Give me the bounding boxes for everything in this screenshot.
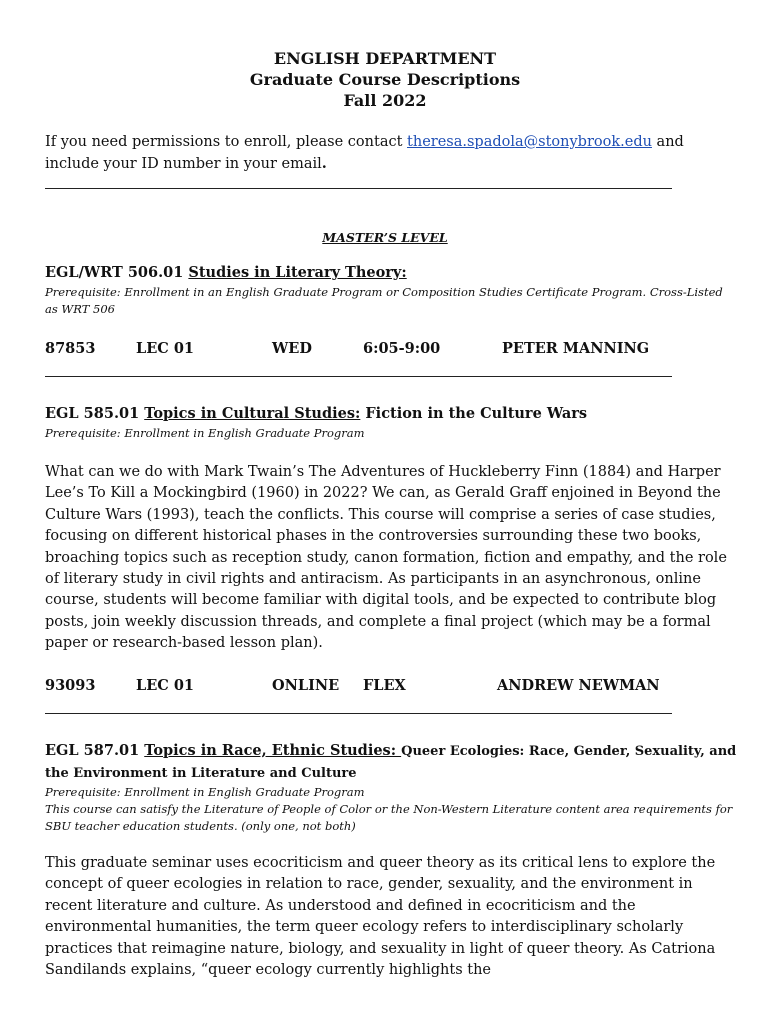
meeting-day: ONLINE — [272, 677, 340, 694]
course-description: This graduate seminar uses ecocriticism and queer theory as its critical lens to explore the concept of queer ecologies in relation to race, gender, sexuality, and the environment in recent literature and culture. As understood and defined in ecocriticism and the environmental humanities, the term queer ecology refers to interdisciplinary scholarly practices that reimagine nature, biology, and sexuality in light of queer theory. As Catriona Sandilands explains, “queer ecology currently highlights the — [45, 855, 716, 979]
course-title — [45, 740, 745, 784]
course-code: EGL 585.01 — [45, 405, 145, 422]
intro-text: If you need permissions to enroll, please contact — [45, 134, 408, 150]
department-name: ENGLISH DEPARTMENT — [273, 49, 497, 68]
term-label: Fall 2022 — [343, 91, 427, 110]
document-title: Graduate Course Descriptions — [249, 70, 521, 89]
section-type: LEC 01 — [136, 677, 195, 694]
course-title — [45, 262, 745, 283]
course-subtitle: Fiction in the Culture Wars — [360, 405, 588, 422]
course-description: What can we do with Mark Twain’s The Adventures of Huckleberry Finn (1884) and Harper Lee’s To Kill a Mockingbird (1960) in 2022? We can, as Gerald Graff enjoined in Beyond the Culture Wars (1993), teach the conflicts. This course will comprise a series of case studies, focusing on different historical phases in the controversies surrounding these two books, broaching topics such as reception study, canon formation, fiction and empathy, and the role of literary study in civil rights and antiracism. As participants in an asynchronous, online course, students will become familiar with digital tools, and be expected to contribute blog posts, join weekly discussion threads, and complete a final project (which may be a formal paper or research-based lesson plan). — [45, 464, 727, 652]
course-title — [45, 403, 745, 424]
course-schedule-row — [45, 677, 745, 699]
intro-text-end: and include your ID number in your email — [45, 134, 684, 172]
divider-line — [45, 188, 672, 189]
section-type: LEC 01 — [136, 340, 195, 357]
instructor-name: ANDREW NEWMAN — [497, 677, 660, 694]
course-prerequisite: Prerequisite: Enrollment in English Graduate Program — [45, 785, 365, 799]
meeting-day: WED — [272, 340, 312, 357]
course-prerequisite: Prerequisite: Enrollment in English Graduate Program — [45, 426, 365, 440]
course-topic: Studies in Literary Theory: — [188, 264, 407, 281]
enrollment-instructions — [45, 131, 735, 175]
class-number: 93093 — [45, 677, 96, 694]
email-link[interactable]: theresa.spadola@stonybrook.edu — [407, 134, 652, 150]
course-code: EGL/WRT 506.01 — [45, 264, 189, 281]
section-heading: MASTER’S LEVEL — [322, 230, 448, 245]
intro-period: . — [321, 155, 327, 172]
course-prerequisite: Prerequisite: Enrollment in an English Graduate Program or Composition Studies Certificate Program. Cross-Listed as WRT 506 — [45, 285, 723, 316]
divider-line — [45, 376, 672, 377]
meeting-time: FLEX — [363, 677, 406, 694]
document-header — [0, 48, 770, 111]
class-number: 87853 — [45, 340, 96, 357]
divider-line — [45, 713, 672, 714]
meeting-time: 6:05-9:00 — [363, 340, 441, 357]
course-topic: Topics in Cultural Studies: — [144, 405, 361, 422]
course-schedule-row — [45, 340, 745, 362]
course-subtitle: Queer Ecologies: Race, Gender, Sexuality, and the Environment in Literature and Culture — [45, 744, 737, 781]
course-topic: Topics in Race, Ethnic Studies: — [144, 742, 402, 759]
course-code: EGL 587.01 — [45, 742, 145, 759]
course-note: This course can satisfy the Literature of People of Color or the Non-Western Literature content area requirements for SBU teacher education students. (only one, not both) — [45, 802, 733, 833]
instructor-name: PETER MANNING — [502, 340, 650, 357]
